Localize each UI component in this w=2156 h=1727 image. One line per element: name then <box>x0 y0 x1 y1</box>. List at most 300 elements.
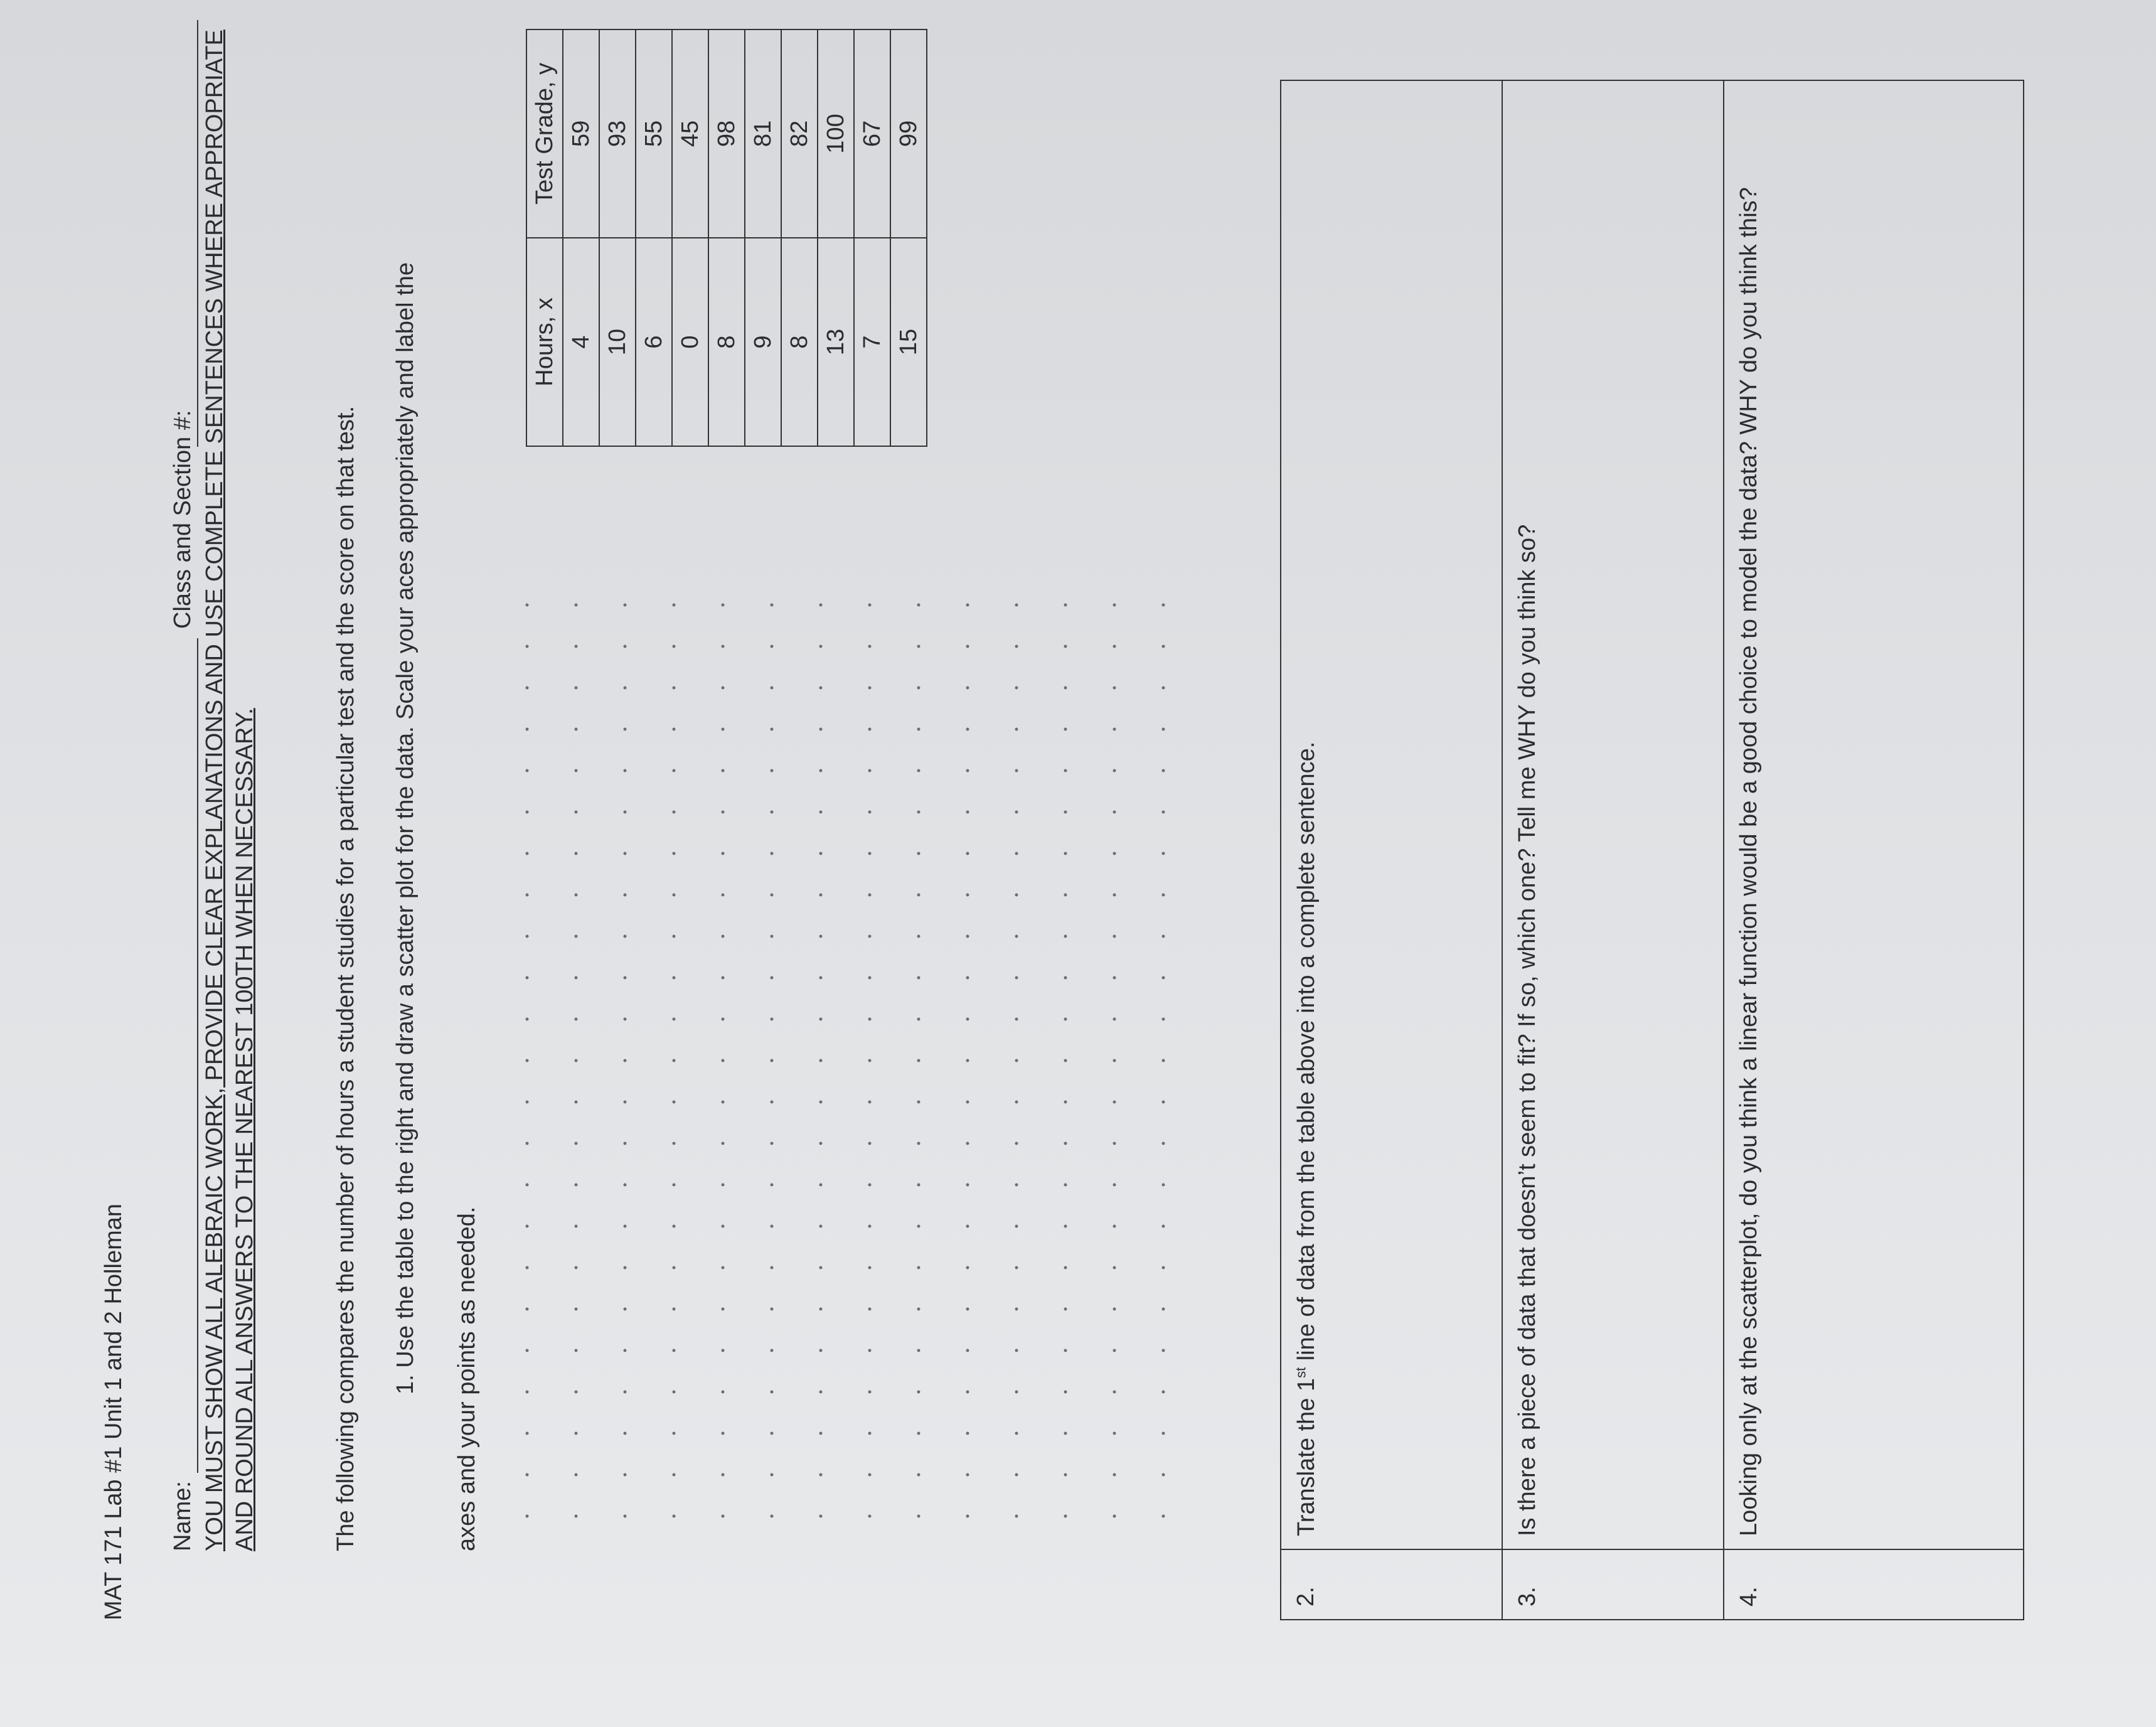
question-row <box>1502 80 1724 1620</box>
question-1-line-2: axes and your points as needed. <box>454 1206 480 1551</box>
grid-dot <box>1162 852 1165 855</box>
grid-dot <box>575 769 578 773</box>
grid-dot <box>624 852 627 855</box>
grid-dot <box>819 1349 823 1352</box>
grid-dot <box>1064 894 1067 897</box>
grid-dot <box>868 894 872 897</box>
grid-dot <box>575 1142 578 1145</box>
grid-dot <box>575 645 578 648</box>
grid-dot <box>526 728 529 731</box>
hours-cell: 13 <box>818 238 854 446</box>
grid-dot <box>722 1142 725 1145</box>
grade-cell: 99 <box>890 29 927 238</box>
grid-dot <box>722 645 725 648</box>
grid-dot <box>771 976 774 980</box>
grid-dot <box>624 1184 627 1187</box>
instructions-body: YOU MUST SHOW ALL ALEBRAIC WORK, PROVIDE CLEAR EXPLANATIONS AND USE COMPLETE SENTENCES WHERE APPROPRIATE AND ROUND ALL ANSWERS TO THE NEAREST 100TH WHEN NECESSARY. <box>201 29 258 1551</box>
grid-dot <box>1113 1473 1116 1477</box>
grid-dot <box>526 1391 529 1394</box>
grid-dot <box>575 811 578 814</box>
grid-dot <box>673 604 676 607</box>
name-label: Name: <box>169 1481 196 1551</box>
grid-dot <box>1015 1391 1018 1394</box>
grid-dot <box>624 645 627 648</box>
data-table-body <box>563 29 927 446</box>
grid-dot <box>966 894 969 897</box>
grid-dot <box>819 604 823 607</box>
grid-dot <box>673 1225 676 1228</box>
grid-dot <box>1162 1142 1165 1145</box>
grid-dot <box>526 1515 529 1518</box>
grid-dot <box>575 1349 578 1352</box>
grid-dot <box>1064 604 1067 607</box>
question-2-cell[interactable] <box>1281 80 1502 1549</box>
grid-dot <box>819 1515 823 1518</box>
grid-dot <box>819 1391 823 1394</box>
grid-dot <box>966 1473 969 1477</box>
grid-dot <box>819 1225 823 1228</box>
grid-dot <box>1113 1266 1116 1270</box>
grid-dot <box>917 645 921 648</box>
hours-cell: 9 <box>745 238 781 446</box>
grid-dot <box>1162 1432 1165 1435</box>
grid-dot <box>1064 769 1067 773</box>
grid-dot <box>771 1018 774 1021</box>
grid-dot <box>673 1349 676 1352</box>
grid-dot <box>966 1059 969 1062</box>
grid-dot <box>1015 1059 1018 1062</box>
grid-dot <box>1015 976 1018 980</box>
grid-dot <box>819 1266 823 1270</box>
data-table-row <box>818 29 854 446</box>
grid-dot <box>624 976 627 980</box>
grid-dot <box>917 1515 921 1518</box>
grid-dot <box>966 1184 969 1187</box>
grid-dot <box>673 687 676 690</box>
grid-dot <box>722 976 725 980</box>
grid-dot <box>1064 811 1067 814</box>
grid-dot <box>1162 1018 1165 1021</box>
grid-dot <box>624 1142 627 1145</box>
grid-dot <box>771 1059 774 1062</box>
grid-dot <box>526 1142 529 1145</box>
grid-dot <box>1113 1349 1116 1352</box>
grid-dot <box>526 645 529 648</box>
grid-dot <box>526 1266 529 1270</box>
grid-dot <box>1064 645 1067 648</box>
grid-dot <box>673 1308 676 1311</box>
grid-dot <box>917 1349 921 1352</box>
grid-dot <box>526 1018 529 1021</box>
data-table-header-row <box>526 29 563 446</box>
grid-dot <box>575 687 578 690</box>
grid-dot <box>673 728 676 731</box>
grid-dot <box>673 894 676 897</box>
grade-cell: 93 <box>599 29 636 238</box>
grid-dot <box>966 645 969 648</box>
grid-dot <box>624 1018 627 1021</box>
grid-dot <box>868 935 872 938</box>
grid-dot <box>819 645 823 648</box>
grid-dot <box>624 1349 627 1352</box>
data-table-row <box>672 29 708 446</box>
grid-dot <box>722 769 725 773</box>
grid-dot <box>771 852 774 855</box>
questions-table <box>1280 80 2024 1620</box>
grid-dot <box>868 769 872 773</box>
grid-dot <box>624 1432 627 1435</box>
grid-dot <box>722 852 725 855</box>
grid-dot <box>1015 1432 1018 1435</box>
grid-dot <box>868 1018 872 1021</box>
grid-dot <box>819 894 823 897</box>
grid-dot <box>819 811 823 814</box>
grid-dot <box>1162 976 1165 980</box>
grid-dot <box>868 1391 872 1394</box>
grid-dot <box>868 604 872 607</box>
data-table <box>526 29 927 447</box>
grid-dot <box>819 1142 823 1145</box>
grid-dot <box>1113 1432 1116 1435</box>
grid-dot <box>1015 1515 1018 1518</box>
grid-dot <box>868 1101 872 1104</box>
grid-dot <box>624 1101 627 1104</box>
class-section-blank-line[interactable] <box>197 20 198 447</box>
grid-dot <box>526 976 529 980</box>
grid-dot <box>771 935 774 938</box>
grid-dot <box>673 1473 676 1477</box>
grid-dot <box>673 1515 676 1518</box>
grid-dot <box>624 894 627 897</box>
grid-dot <box>966 1349 969 1352</box>
grid-dot <box>575 1515 578 1518</box>
grid-dot <box>1162 1184 1165 1187</box>
grid-dot <box>575 1225 578 1228</box>
grid-dot <box>575 728 578 731</box>
data-table-row <box>781 29 818 446</box>
grid-dot <box>1064 1349 1067 1352</box>
grid-dot <box>1162 935 1165 938</box>
grid-dot <box>722 894 725 897</box>
grid-dot <box>673 852 676 855</box>
worksheet-title: MAT 171 Lab #1 Unit 1 and 2 Holleman <box>100 1204 127 1620</box>
grid-dot <box>673 769 676 773</box>
grid-dot <box>1113 728 1116 731</box>
grid-dot <box>575 1101 578 1104</box>
grid-dot <box>1064 1266 1067 1270</box>
grid-dot <box>868 728 872 731</box>
grid-dot <box>1113 645 1116 648</box>
grid-dot <box>722 1308 725 1311</box>
grid-dot <box>722 1391 725 1394</box>
grid-dot <box>819 935 823 938</box>
grid-dot <box>1064 1018 1067 1021</box>
data-table-row <box>745 29 781 446</box>
grid-dot <box>868 852 872 855</box>
grid-dot <box>526 1308 529 1311</box>
grid-dot <box>771 894 774 897</box>
grid-dot <box>868 1473 872 1477</box>
grid-dot <box>1113 1018 1116 1021</box>
grid-dot <box>624 1059 627 1062</box>
grid-dot <box>819 1184 823 1187</box>
grid-dot <box>624 935 627 938</box>
grid-dot <box>819 769 823 773</box>
grid-dot <box>526 1349 529 1352</box>
grid-dot <box>1113 604 1116 607</box>
grid-dot <box>1162 1266 1165 1270</box>
grid-dot <box>868 1266 872 1270</box>
hours-cell: 0 <box>672 238 708 446</box>
grid-dot <box>575 1391 578 1394</box>
grid-dot <box>1015 1473 1018 1477</box>
grid-dot <box>673 1432 676 1435</box>
grid-dot <box>966 1432 969 1435</box>
grid-dot <box>868 1225 872 1228</box>
grid-dot <box>673 976 676 980</box>
grid-dot <box>575 604 578 607</box>
grid-dot <box>771 1308 774 1311</box>
hours-cell: 8 <box>708 238 745 446</box>
grade-cell: 100 <box>818 29 854 238</box>
grid-dot <box>917 1266 921 1270</box>
grid-dot <box>966 852 969 855</box>
grid-dot <box>917 1018 921 1021</box>
grid-dot <box>771 1101 774 1104</box>
grid-dot <box>1113 1391 1116 1394</box>
grid-dot <box>1162 1473 1165 1477</box>
hours-cell: 8 <box>781 238 818 446</box>
grid-dot <box>1015 769 1018 773</box>
grid-dot <box>1015 645 1018 648</box>
grid-dot <box>526 852 529 855</box>
grid-dot <box>917 1308 921 1311</box>
grid-dot <box>819 1018 823 1021</box>
grade-cell: 98 <box>708 29 745 238</box>
grid-dot <box>966 811 969 814</box>
name-blank-line[interactable] <box>197 638 198 1473</box>
grid-dot <box>771 1391 774 1394</box>
grid-dot <box>917 1391 921 1394</box>
grid-dot <box>624 769 627 773</box>
grade-cell: 59 <box>563 29 599 238</box>
grid-dot <box>624 1515 627 1518</box>
grid-dot <box>917 1059 921 1062</box>
grid-dot <box>819 687 823 690</box>
grid-dot <box>526 935 529 938</box>
grid-dot <box>1015 1184 1018 1187</box>
grid-dot <box>1064 852 1067 855</box>
grid-dot <box>575 1018 578 1021</box>
grid-dot <box>526 1101 529 1104</box>
grid-dot <box>1113 1225 1116 1228</box>
grid-dot <box>771 687 774 690</box>
grid-dot <box>1064 1059 1067 1062</box>
grid-dot <box>1162 645 1165 648</box>
grid-dot <box>966 1515 969 1518</box>
grid-dot <box>966 769 969 773</box>
grade-header: Test Grade, y <box>526 29 563 238</box>
grid-dot <box>966 1142 969 1145</box>
grid-dot <box>722 1266 725 1270</box>
grid-dot <box>1064 1473 1067 1477</box>
grid-dot <box>575 935 578 938</box>
grid-dot <box>673 1184 676 1187</box>
grid-dot <box>526 604 529 607</box>
grid-dot <box>1015 1101 1018 1104</box>
grid-dot <box>771 645 774 648</box>
grid-dot <box>1162 811 1165 814</box>
grid-dot <box>1064 1225 1067 1228</box>
grid-dot <box>966 604 969 607</box>
grid-dot <box>575 1059 578 1062</box>
grid-dot <box>819 1432 823 1435</box>
grid-dot <box>771 1142 774 1145</box>
grid-dot <box>722 1515 725 1518</box>
grid-dot <box>1015 1266 1018 1270</box>
grid-dot <box>966 728 969 731</box>
grid-dot <box>526 811 529 814</box>
hours-header: Hours, x <box>526 238 563 446</box>
grid-dot <box>624 1225 627 1228</box>
grid-dot <box>722 604 725 607</box>
grid-dot <box>575 852 578 855</box>
grid-dot <box>966 976 969 980</box>
grid-dot <box>1015 852 1018 855</box>
grid-dot <box>1162 687 1165 690</box>
question-row <box>1281 80 1502 1620</box>
hours-cell: 10 <box>599 238 636 446</box>
grid-dot <box>722 1184 725 1187</box>
grid-dot <box>526 1184 529 1187</box>
grid-dot <box>1162 1515 1165 1518</box>
grade-cell: 82 <box>781 29 818 238</box>
question-2-text: Translate the 1st line of data from the table above into a complete sentence. <box>1293 741 1320 1536</box>
grid-dot <box>868 1515 872 1518</box>
grade-cell: 45 <box>672 29 708 238</box>
grid-dot <box>1113 687 1116 690</box>
grid-dot <box>1064 1184 1067 1187</box>
grid-dot <box>526 1225 529 1228</box>
class-section-label: Class and Section #: <box>169 410 196 629</box>
grid-dot <box>673 935 676 938</box>
grid-dot <box>868 1308 872 1311</box>
grid-dot <box>526 1432 529 1435</box>
hours-cell: 6 <box>636 238 672 446</box>
grid-dot <box>722 1101 725 1104</box>
grid-dot <box>1064 1308 1067 1311</box>
grid-dot <box>771 811 774 814</box>
grid-dot <box>1162 769 1165 773</box>
grid-dot <box>526 687 529 690</box>
grid-dot <box>771 604 774 607</box>
grid-dot <box>917 1473 921 1477</box>
grade-cell: 55 <box>636 29 672 238</box>
grid-dot <box>526 769 529 773</box>
grid-dot <box>673 1101 676 1104</box>
grid-dot <box>526 1473 529 1477</box>
grid-dot <box>575 976 578 980</box>
grid-dot <box>868 1184 872 1187</box>
grid-dot <box>1015 811 1018 814</box>
grid-dot <box>722 1018 725 1021</box>
grid-dot <box>1113 1308 1116 1311</box>
question-3-cell[interactable]: Is there a piece of data that doesn’t seem to fit? If so, which one? Tell me WHY do you think so? <box>1502 80 1724 1549</box>
grid-dot <box>1113 811 1116 814</box>
grid-dot <box>819 1059 823 1062</box>
grid-dot <box>1015 1308 1018 1311</box>
grid-dot <box>1015 604 1018 607</box>
grid-dot <box>722 687 725 690</box>
grid-dot <box>575 1473 578 1477</box>
grid-dot <box>917 1432 921 1435</box>
grid-dot <box>1162 728 1165 731</box>
grid-dot <box>624 1308 627 1311</box>
grid-dot <box>1064 687 1067 690</box>
grid-dot <box>722 1059 725 1062</box>
grid-dot <box>966 935 969 938</box>
grid-dot <box>917 1184 921 1187</box>
grid-dot <box>1113 1101 1116 1104</box>
grid-dot <box>1113 1515 1116 1518</box>
grid-dot <box>624 687 627 690</box>
grid-dot <box>1064 1432 1067 1435</box>
grid-dot <box>1162 1101 1165 1104</box>
grid-dot <box>917 728 921 731</box>
grid-dot <box>1162 1308 1165 1311</box>
question-number: 4. <box>1724 1549 2024 1620</box>
grid-dot <box>722 1349 725 1352</box>
grid-dot <box>673 1059 676 1062</box>
grid-dot <box>1015 1018 1018 1021</box>
grid-dot <box>966 1225 969 1228</box>
hours-cell: 15 <box>890 238 927 446</box>
grid-dot <box>673 1266 676 1270</box>
grid-dot <box>722 1473 725 1477</box>
grid-dot <box>771 1515 774 1518</box>
grid-dot <box>966 1101 969 1104</box>
instructions-text <box>200 8 260 1551</box>
grid-dot <box>1162 894 1165 897</box>
grid-dot <box>575 1308 578 1311</box>
grid-dot <box>917 852 921 855</box>
dot-grid[interactable] <box>515 569 1192 1529</box>
grid-dot <box>1162 1059 1165 1062</box>
grid-dot <box>1162 1349 1165 1352</box>
data-table-row <box>563 29 599 446</box>
grid-dot <box>1064 728 1067 731</box>
grid-dot <box>1113 769 1116 773</box>
grid-dot <box>917 811 921 814</box>
grid-dot <box>819 1473 823 1477</box>
grid-dot <box>1064 976 1067 980</box>
grid-dot <box>819 728 823 731</box>
grid-dot <box>1064 935 1067 938</box>
data-table-row <box>708 29 745 446</box>
grid-dot <box>868 645 872 648</box>
grid-dot <box>771 1473 774 1477</box>
grid-dot <box>722 1432 725 1435</box>
question-4-cell[interactable]: Looking only at the scatterplot, do you think a linear function would be a good choice to model the data? WHY do you think this? <box>1724 80 2024 1549</box>
grid-dot <box>868 976 872 980</box>
grid-dot <box>819 1308 823 1311</box>
grid-dot <box>722 1225 725 1228</box>
grid-dot <box>526 894 529 897</box>
data-table-row <box>890 29 927 446</box>
grid-dot <box>966 1308 969 1311</box>
grid-dot <box>624 1473 627 1477</box>
question-number: 2. <box>1281 1549 1502 1620</box>
